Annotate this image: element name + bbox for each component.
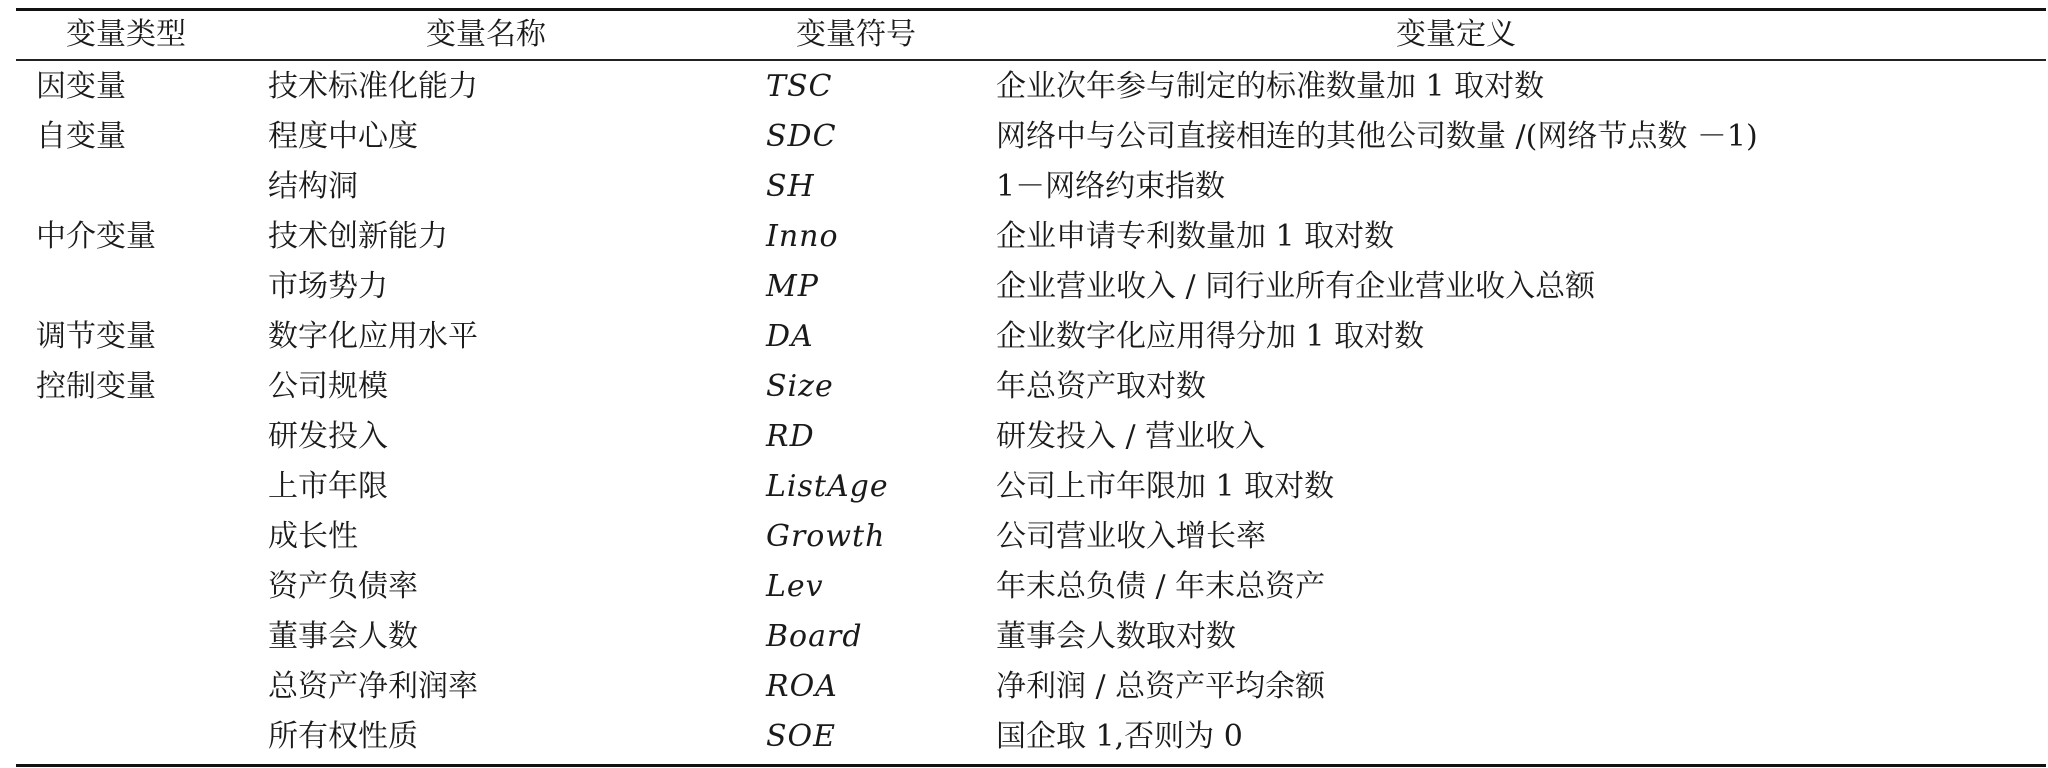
cell-variable-definition: 净利润 / 总资产平均余额 bbox=[996, 669, 1326, 704]
cell-variable-definition: 国企取 1,否则为 0 bbox=[996, 719, 1243, 754]
cell-variable-definition: 网络中与公司直接相连的其他公司数量 /(网络节点数 －1) bbox=[996, 119, 1758, 154]
cell-variable-symbol: ROA bbox=[766, 669, 838, 704]
table-body bbox=[16, 61, 2046, 764]
cell-variable-symbol: RD bbox=[766, 419, 815, 454]
cell-variable-name: 成长性 bbox=[268, 519, 358, 554]
cell-variable-definition: 公司营业收入增长率 bbox=[996, 519, 1266, 554]
table-header-row bbox=[16, 11, 2046, 59]
cell-variable-symbol: DA bbox=[766, 319, 814, 354]
table-row bbox=[16, 162, 2046, 212]
table-row bbox=[16, 362, 2046, 412]
cell-variable-name: 结构洞 bbox=[268, 169, 358, 204]
table-row bbox=[16, 562, 2046, 612]
table-row bbox=[16, 462, 2046, 512]
cell-variable-symbol: ListAge bbox=[766, 469, 889, 504]
cell-variable-symbol: Growth bbox=[766, 519, 886, 554]
cell-variable-type: 控制变量 bbox=[36, 369, 156, 404]
cell-variable-definition: 公司上市年限加 1 取对数 bbox=[996, 469, 1335, 504]
header-variable-symbol: 变量符号 bbox=[796, 17, 916, 52]
table-row bbox=[16, 412, 2046, 462]
cell-variable-symbol: Board bbox=[766, 619, 863, 654]
header-variable-name: 变量名称 bbox=[426, 17, 546, 52]
cell-variable-name: 总资产净利润率 bbox=[268, 669, 478, 704]
cell-variable-symbol: Inno bbox=[766, 219, 839, 254]
cell-variable-name: 研发投入 bbox=[268, 419, 388, 454]
table-row bbox=[16, 662, 2046, 712]
table-row bbox=[16, 612, 2046, 662]
table-row bbox=[16, 312, 2046, 362]
table-bottom-rule bbox=[16, 764, 2046, 767]
cell-variable-definition: 研发投入 / 营业收入 bbox=[996, 419, 1266, 454]
table-row bbox=[16, 62, 2046, 112]
cell-variable-definition: 1－网络约束指数 bbox=[996, 169, 1226, 204]
cell-variable-definition: 年总资产取对数 bbox=[996, 369, 1206, 404]
cell-variable-name: 董事会人数 bbox=[268, 619, 418, 654]
cell-variable-name: 程度中心度 bbox=[268, 119, 418, 154]
cell-variable-symbol: TSC bbox=[766, 69, 833, 104]
cell-variable-definition: 企业营业收入 / 同行业所有企业营业收入总额 bbox=[996, 269, 1596, 304]
table-row bbox=[16, 112, 2046, 162]
cell-variable-definition: 企业次年参与制定的标准数量加 1 取对数 bbox=[996, 69, 1545, 104]
cell-variable-type: 中介变量 bbox=[36, 219, 156, 254]
table-row bbox=[16, 262, 2046, 312]
cell-variable-symbol: SDC bbox=[766, 119, 837, 154]
cell-variable-name: 资产负债率 bbox=[268, 569, 418, 604]
cell-variable-name: 公司规模 bbox=[268, 369, 388, 404]
cell-variable-definition: 年末总负债 / 年末总资产 bbox=[996, 569, 1326, 604]
header-variable-type: 变量类型 bbox=[66, 17, 186, 52]
cell-variable-name: 数字化应用水平 bbox=[268, 319, 478, 354]
cell-variable-type: 调节变量 bbox=[36, 319, 156, 354]
cell-variable-name: 技术创新能力 bbox=[268, 219, 448, 254]
cell-variable-name: 上市年限 bbox=[268, 469, 388, 504]
cell-variable-name: 所有权性质 bbox=[268, 719, 418, 754]
table-row bbox=[16, 712, 2046, 762]
cell-variable-name: 市场势力 bbox=[268, 269, 388, 304]
header-variable-definition: 变量定义 bbox=[1396, 17, 1516, 52]
cell-variable-symbol: Size bbox=[766, 369, 834, 404]
variable-definition-table bbox=[16, 8, 2046, 767]
cell-variable-type: 自变量 bbox=[36, 119, 126, 154]
table-row bbox=[16, 212, 2046, 262]
table-row bbox=[16, 512, 2046, 562]
cell-variable-definition: 董事会人数取对数 bbox=[996, 619, 1236, 654]
cell-variable-name: 技术标准化能力 bbox=[268, 69, 478, 104]
cell-variable-type: 因变量 bbox=[36, 69, 126, 104]
cell-variable-symbol: Lev bbox=[766, 569, 824, 604]
cell-variable-definition: 企业数字化应用得分加 1 取对数 bbox=[996, 319, 1425, 354]
cell-variable-symbol: SH bbox=[766, 169, 815, 204]
cell-variable-symbol: MP bbox=[766, 269, 819, 304]
cell-variable-definition: 企业申请专利数量加 1 取对数 bbox=[996, 219, 1395, 254]
cell-variable-symbol: SOE bbox=[766, 719, 837, 754]
